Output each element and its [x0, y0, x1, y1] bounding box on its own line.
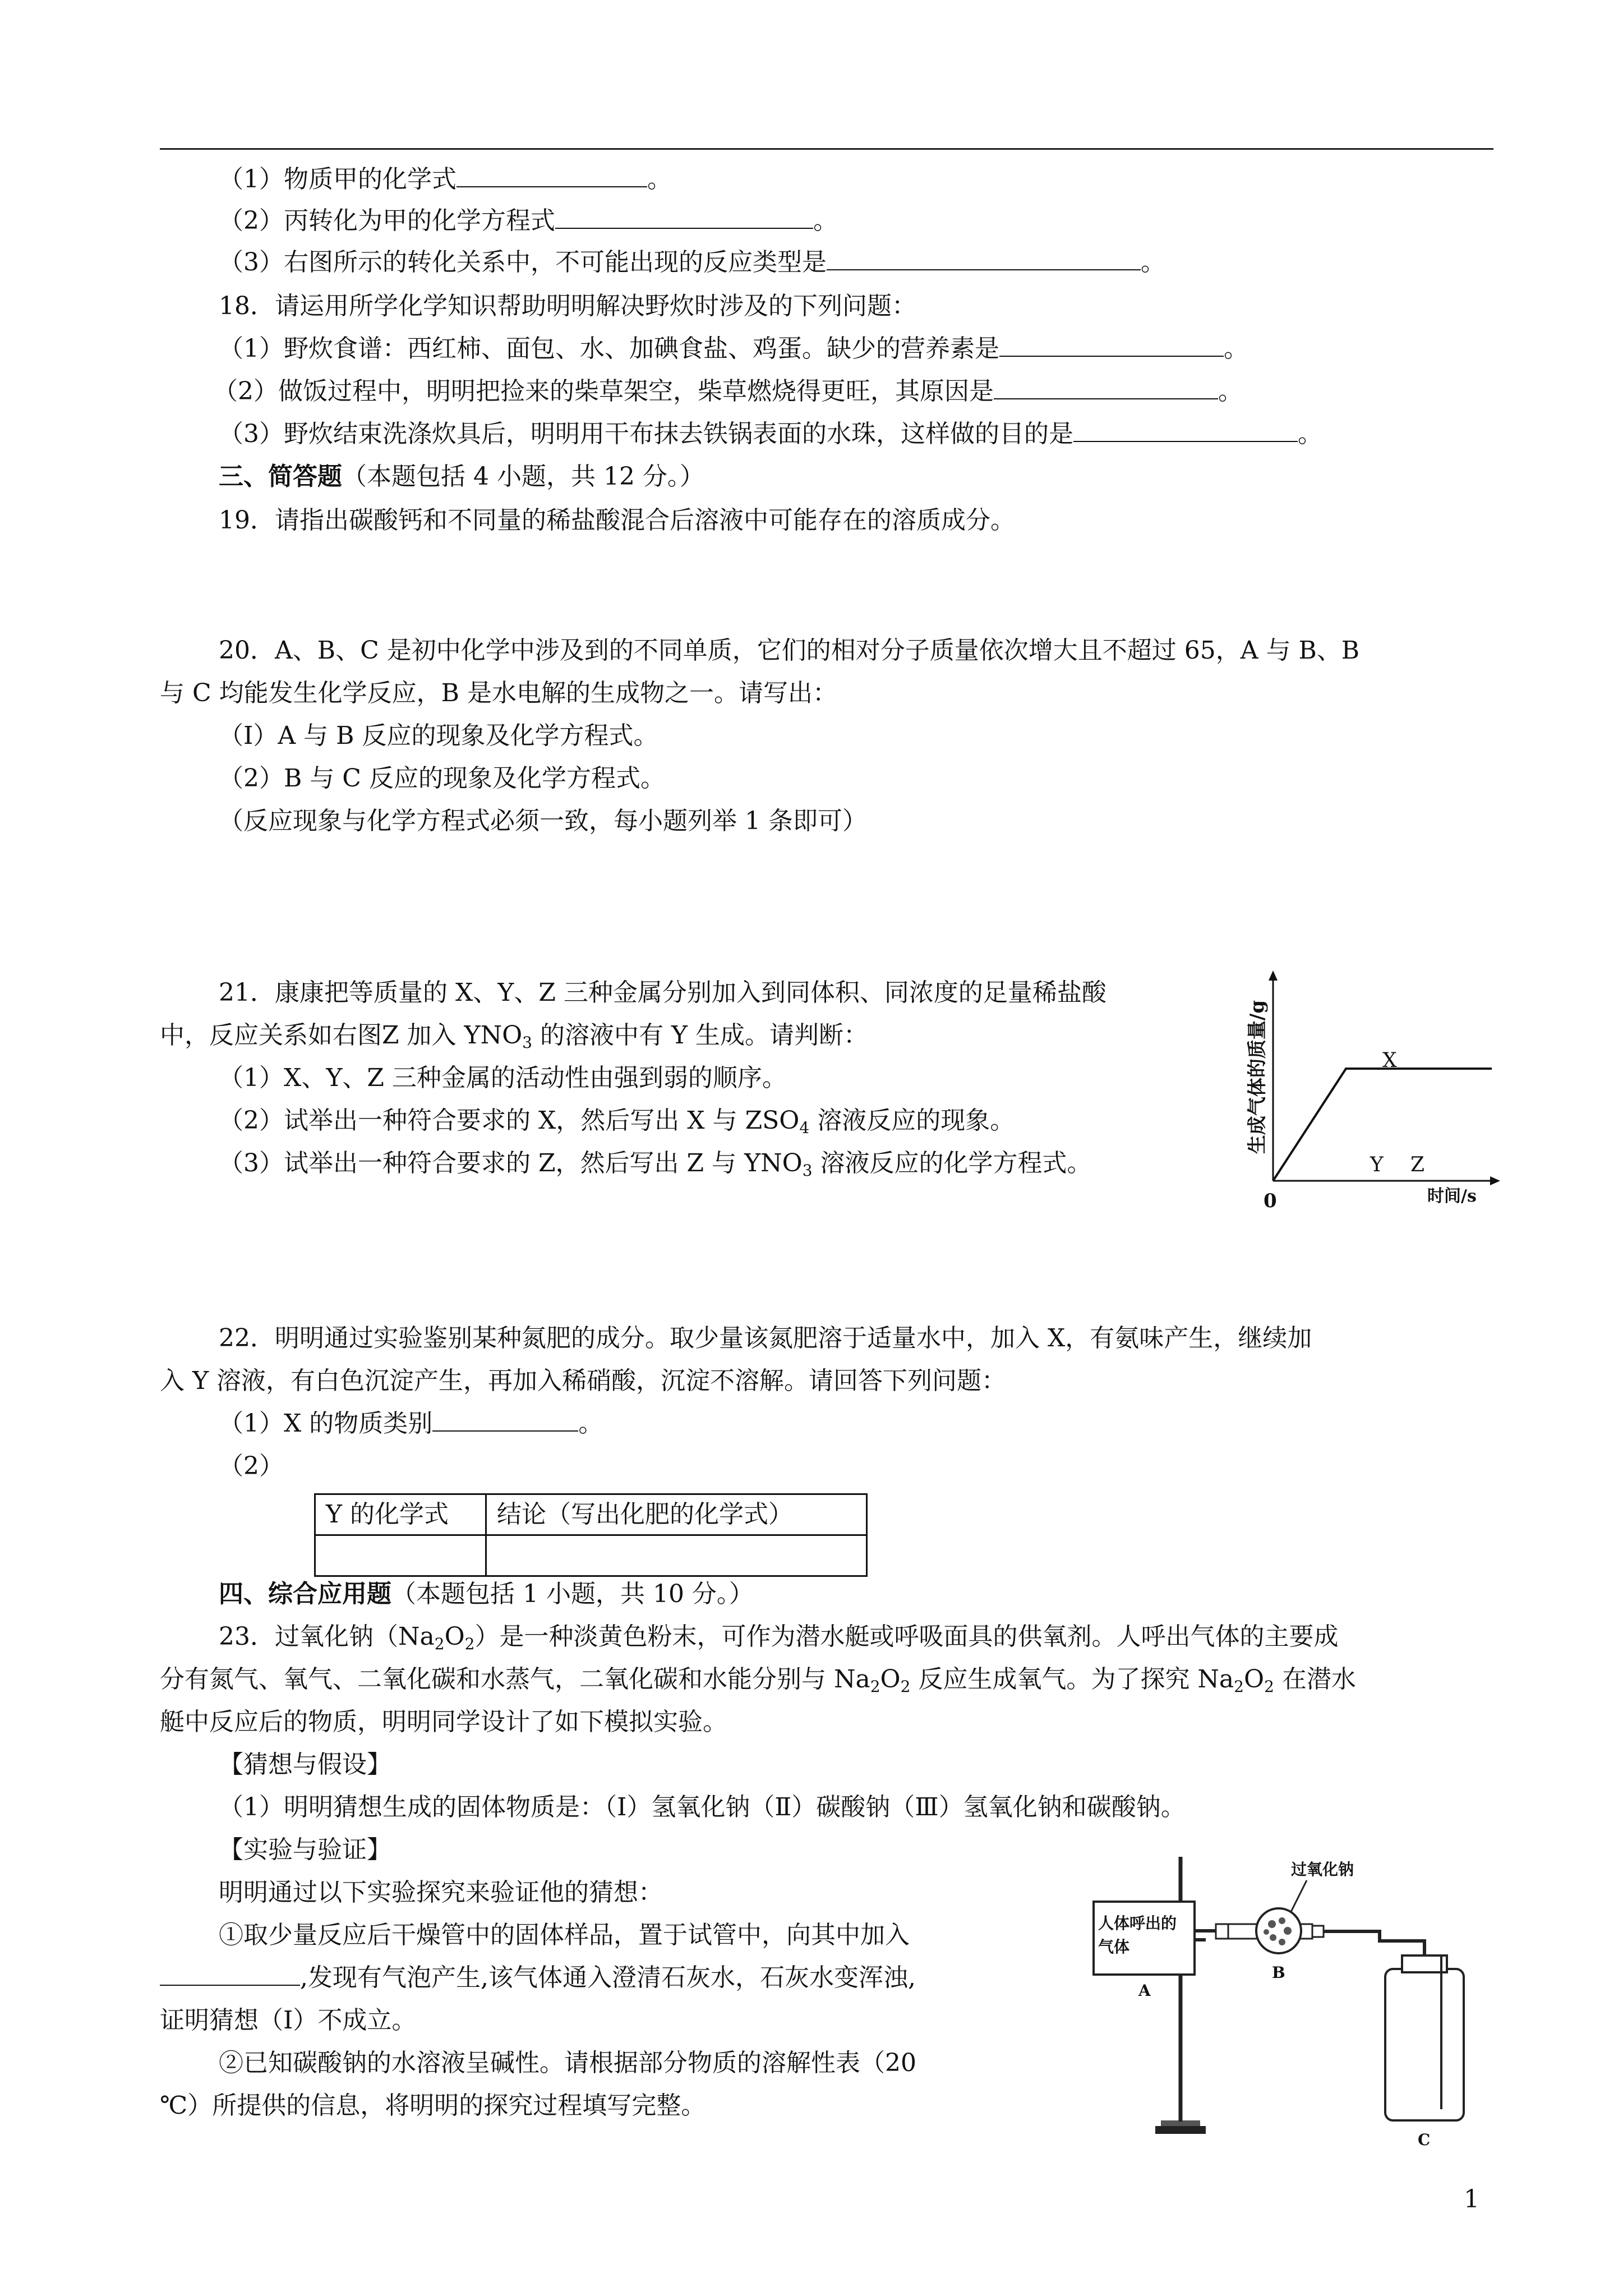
step-2-line-2: ℃）所提供的信息，将明明的探究过程填写完整。 — [160, 2091, 706, 2120]
hypothesis-item-1: （1）明明猜想生成的固体物质是：（I）氢氧化钠（Ⅱ）碳酸钠（Ⅲ）氢氧化钠和碳酸钠。 — [219, 1793, 1186, 1821]
q20-note: （反应现象与化学方程式必须一致，每小题列举 1 条即可） — [219, 807, 867, 835]
chart-y-arrow — [1269, 970, 1278, 981]
step-2-line-1: ②已知碳酸钠的水溶液呈碱性。请根据部分物质的溶解性表（20 — [219, 2049, 916, 2077]
label-a: A — [1138, 1981, 1151, 2000]
q21-item-3: （3）试举出一种符合要求的 Z，然后写出 Z 与 $YNO_3$ 溶液反应的化学方程式。 — [219, 1149, 1092, 1180]
verification-intro: 明明通过以下实验探究来验证他的猜想： — [219, 1878, 663, 1907]
apparatus-diagram — [1082, 1846, 1509, 2160]
sodium-peroxide-bulb — [1256, 1908, 1301, 1953]
q18-item-1: （1）野炊食谱：西红柿、面包、水、加碘食盐、鸡蛋。缺少的营养素是 。 — [219, 334, 1248, 363]
q20-item-1: （I）A 与 B 反应的现象及化学方程式。 — [219, 721, 658, 750]
box-label-line-1: 人体呼出的 — [1098, 1914, 1177, 1932]
gas-bottle — [1385, 1969, 1464, 2120]
q23-stem-1: 23．过氧化钠$(Na_2O_2)$是一种淡黄色粉末，可作为潜水艇或呼吸面具的供氧剂。人呼出气体的主要成 — [219, 1622, 1339, 1653]
step-1-line-1: ①取少量反应后干燥管中的固体样品，置于试管中，向其中加入 — [219, 1921, 910, 1949]
label-b: B — [1272, 1963, 1285, 1982]
label-c: C — [1418, 2131, 1431, 2149]
chart-ylabel: 生成气体的质量/g — [1246, 1000, 1269, 1154]
q22-item-2: （2） — [219, 1452, 284, 1480]
q22-stem-2: 入 Y 溶液，有白色沉淀产生，再加入稀硝酸，沉淀不溶解。请回答下列问题： — [160, 1366, 1007, 1395]
page-number: 1 — [1464, 2185, 1479, 2214]
header-rule — [160, 148, 1493, 150]
q20-item-2: （2）B 与 C 反应的现象及化学方程式。 — [219, 764, 665, 793]
table-cell-formula — [315, 1535, 486, 1576]
q19-stem: 19．请指出碳酸钙和不同量的稀盐酸混合后溶液中可能存在的溶质成分。 — [219, 506, 1015, 535]
table-header-conclusion: 结论（写出化肥的化学式） — [486, 1494, 867, 1535]
section-3-heading: 三、简答题（本题包括 4 小题，共 12 分。） — [219, 462, 704, 491]
q21-stem-1: 21．康康把等质量的 X、Y、Z 三种金属分别加入到同体积、同浓度的足量稀盐酸 — [219, 978, 1106, 1007]
q17-item-1: （1）物质甲的化学式 。 — [219, 165, 672, 194]
hypothesis-heading: 【猜想与假设】 — [219, 1750, 391, 1779]
q21-gas-mass-chart — [1242, 965, 1500, 1212]
q20-stem-2: 与 C 均能发生化学反应，B 是水电解的生成物之一。请写出： — [160, 679, 837, 707]
box-label-line-2: 气体 — [1098, 1938, 1130, 1956]
q22-answer-table — [314, 1493, 868, 1577]
q21-item-2: （2）试举出一种符合要求的 X，然后写出 X 与 $ZSO_4$ 溶液反应的现象。 — [219, 1106, 1015, 1137]
step-1-line-3: 证明猜想（I）不成立。 — [160, 2006, 417, 2035]
q23-stem-3: 艇中反应后的物质，明明同学设计了如下模拟实验。 — [160, 1708, 727, 1736]
q17-item-2: （2）丙转化为甲的化学方程式 。 — [219, 206, 838, 235]
table-cell-conclusion — [486, 1535, 867, 1576]
verification-heading: 【实验与验证】 — [219, 1835, 391, 1864]
q17-item-3: （3）右图所示的转化关系中，不可能出现的反应类型是 。 — [219, 248, 1165, 277]
chart-xlabel: 时间/s — [1427, 1186, 1477, 1206]
q20-stem-1: 20．A、B、C 是初中化学中涉及到的不同单质，它们的相对分子质量依次增大且不超过 65，A 与 B、B — [219, 636, 1360, 665]
section-4-heading: 四、综合应用题（本题包括 1 小题，共 10 分。） — [219, 1580, 754, 1608]
label-sodium-peroxide: 过氧化钠 — [1291, 1860, 1354, 1879]
q22-stem-1: 22．明明通过实验鉴别某种氮肥的成分。取少量该氮肥溶于适量水中，加入 X，有氨味产生，继续加 — [219, 1324, 1312, 1352]
q18-item-2: （2）做饭过程中，明明把捡来的柴草架空，柴草燃烧得更旺，其原因是 。 — [213, 377, 1243, 406]
q23-stem-2: 分有氮气、氧气、二氧化碳和水蒸气，二氧化碳和水能分别与 $Na_2O_2$ 反应生成氧气。为了探究 $Na_2O_2$ 在潜水 — [160, 1665, 1356, 1696]
chart-origin-label: 0 — [1264, 1190, 1277, 1212]
q18-stem: 18．请运用所学化学知识帮助明明解决野炊时涉及的下列问题： — [219, 292, 916, 320]
q21-item-1: （1）X、Y、Z 三种金属的活动性由强到弱的顺序。 — [219, 1064, 787, 1092]
chart-label-y: Y — [1370, 1153, 1384, 1176]
chart-label-z: Z — [1410, 1153, 1425, 1176]
step-1-line-2: ,发现有气泡产生,该气体通入澄清石灰水，石灰水变浑浊, — [160, 1961, 916, 1995]
stand-base — [1155, 2126, 1206, 2134]
table-header-formula: Y 的化学式 — [315, 1494, 486, 1535]
q22-item-1: （1）X 的物质类别 。 — [219, 1409, 603, 1438]
chart-label-x: X — [1382, 1049, 1397, 1072]
q18-item-3: （3）野炊结束洗涤炊具后，明明用干布抹去铁锅表面的水珠，这样做的目的是 。 — [219, 420, 1322, 448]
q21-stem-2: 中，反应关系如右图Z 加入 $YNO_3$ 的溶液中有 Y 生成。请判断： — [160, 1021, 869, 1052]
